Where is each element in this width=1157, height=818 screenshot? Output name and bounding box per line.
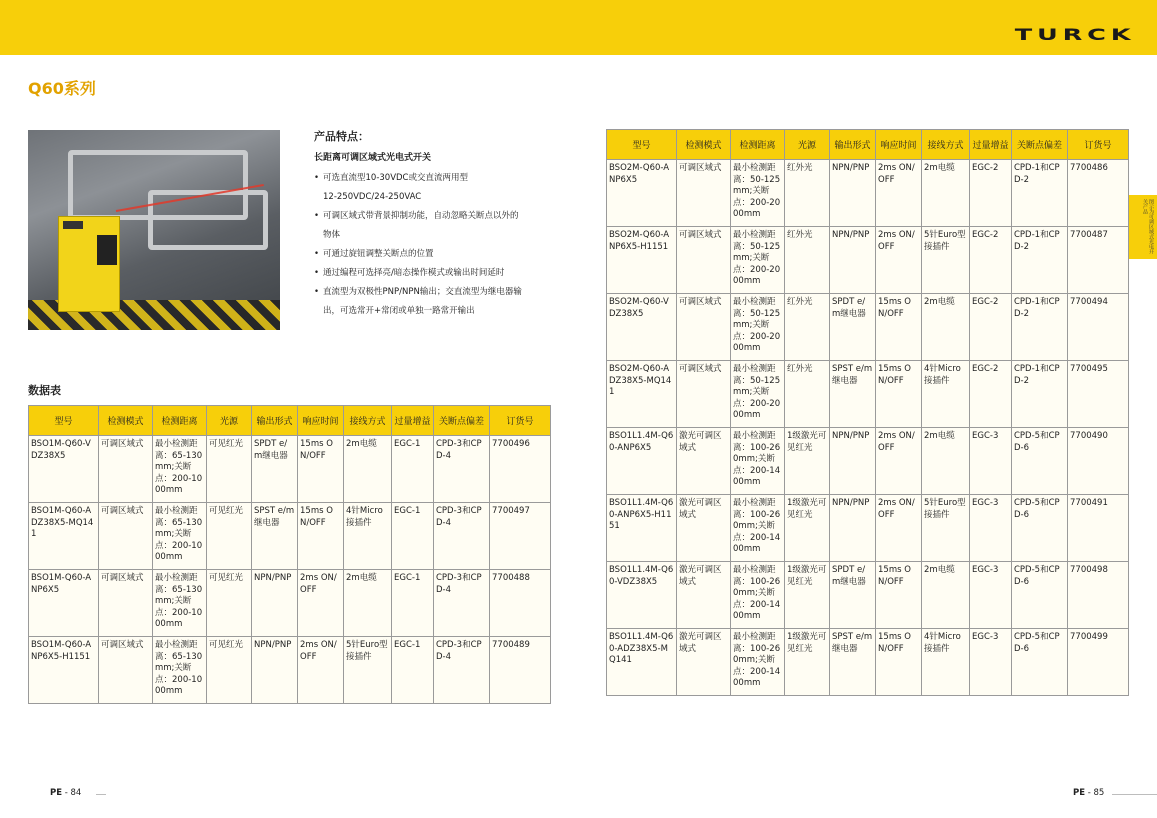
table-cell: 15ms ON/OFF [298, 503, 344, 570]
table-cell: 最小检测距离：100-260mm;关断点：200-1400mm [731, 562, 785, 629]
table-cell: 5针Euro型接插件 [344, 637, 392, 704]
table-cell: 最小检测距离：65-130mm;关断点：200-1000mm [153, 436, 207, 503]
table-cell: EGC-3 [970, 562, 1012, 629]
table-cell: 可调区域式 [99, 570, 153, 637]
footer-prefix: PE [50, 788, 63, 798]
table-cell: CPD-5和CPD-6 [1012, 428, 1068, 495]
table-cell: 激光可调区域式 [677, 428, 731, 495]
table-cell: EGC-1 [392, 503, 434, 570]
table-header-row [607, 130, 1129, 160]
side-tab: 图示为可调区域式光电开关产品 [1129, 195, 1157, 259]
table-cell: 激光可调区域式 [677, 562, 731, 629]
feature-item: 物体 [323, 230, 341, 240]
table-cell: CPD-1和CPD-2 [1012, 160, 1068, 227]
table-cell: 1级激光可见红光 [785, 629, 830, 696]
page-number: - 85 [1087, 788, 1105, 798]
table-cell: BSO1L1.4M-Q60-ANP6X5-H1151 [607, 495, 677, 562]
table-cell: EGC-3 [970, 495, 1012, 562]
table-cell: 2m电缆 [922, 562, 970, 629]
column-header: 过量增益 [392, 406, 434, 436]
features-bullets [314, 169, 564, 321]
table-cell: 可见红光 [207, 570, 252, 637]
column-header: 输出形式 [830, 130, 876, 160]
feature-item: 出，可选常开+常闭或单独一路常开输出 [323, 306, 475, 316]
table-cell: EGC-3 [970, 428, 1012, 495]
table-cell: 最小检测距离：50-125mm;关断点：200-2000mm [731, 160, 785, 227]
table-cell: BSO1L1.4M-Q60-VDZ38X5 [607, 562, 677, 629]
table-cell: 7700491 [1068, 495, 1129, 562]
table-cell: 1级激光可见红光 [785, 495, 830, 562]
table-cell: 2ms ON/OFF [876, 428, 922, 495]
table-cell: EGC-3 [970, 629, 1012, 696]
table-cell: 2ms ON/OFF [876, 160, 922, 227]
table-cell: 最小检测距离：65-130mm;关断点：200-1000mm [153, 570, 207, 637]
table-cell: 7700499 [1068, 629, 1129, 696]
table-cell: 7700488 [490, 570, 551, 637]
table-cell: 可见红光 [207, 503, 252, 570]
column-header: 响应时间 [298, 406, 344, 436]
sensor-label-plate [97, 235, 117, 265]
table-cell: BSO1L1.4M-Q60-ANP6X5 [607, 428, 677, 495]
table-cell: CPD-5和CPD-6 [1012, 562, 1068, 629]
table-cell: 7700495 [1068, 361, 1129, 428]
table-cell: 4针Micro接插件 [922, 361, 970, 428]
table-cell: 15ms ON/OFF [876, 361, 922, 428]
column-header: 接线方式 [344, 406, 392, 436]
table-row [607, 361, 1129, 428]
table-cell: 最小检测距离：50-125mm;关断点：200-2000mm [731, 227, 785, 294]
table-cell: 可调区域式 [99, 637, 153, 704]
table-cell: EGC-2 [970, 361, 1012, 428]
column-header: 关断点偏差 [1012, 130, 1068, 160]
feature-item: • 可选直流型10-30VDC或交直流两用型 [314, 169, 564, 188]
table-row [29, 503, 551, 570]
feature-list [314, 128, 564, 321]
table-cell: 2m电缆 [922, 428, 970, 495]
column-header: 光源 [785, 130, 830, 160]
table-cell: BSO2M-Q60-ADZ38X5-MQ141 [607, 361, 677, 428]
table-cell: 红外光 [785, 227, 830, 294]
table-cell: 2ms ON/OFF [876, 227, 922, 294]
footer-right [1073, 788, 1104, 798]
table-cell: EGC-1 [392, 570, 434, 637]
table-cell: 7700498 [1068, 562, 1129, 629]
footer-rule [96, 794, 106, 795]
table-cell: BSO1M-Q60-VDZ38X5 [29, 436, 99, 503]
table-cell: SPDT e/m继电器 [830, 294, 876, 361]
table-cell: NPN/PNP [830, 227, 876, 294]
table-cell: 可调区域式 [677, 361, 731, 428]
table-cell: CPD-5和CPD-6 [1012, 495, 1068, 562]
page-number: - 84 [64, 788, 82, 798]
table-cell: 最小检测距离：65-130mm;关断点：200-1000mm [153, 637, 207, 704]
table-cell: 7700496 [490, 436, 551, 503]
table-cell: CPD-5和CPD-6 [1012, 629, 1068, 696]
feature-item: • 直流型为双极性PNP/NPN输出；交直流型为继电器输 [314, 283, 564, 302]
table-cell: SPST e/m继电器 [830, 361, 876, 428]
table-row [29, 570, 551, 637]
table-cell: 红外光 [785, 160, 830, 227]
table-cell: 7700487 [1068, 227, 1129, 294]
column-header: 订货号 [1068, 130, 1129, 160]
table-cell: 15ms ON/OFF [298, 436, 344, 503]
table-cell: EGC-2 [970, 160, 1012, 227]
table-cell: 15ms ON/OFF [876, 294, 922, 361]
footer-prefix: PE [1073, 788, 1086, 798]
table-cell: 可见红光 [207, 436, 252, 503]
table-row [607, 629, 1129, 696]
feature-item: • 可调区域式带背景抑制功能，自动忽略关断点以外的 [314, 207, 564, 226]
column-header: 检测距离 [731, 130, 785, 160]
feature-item: • 可通过旋钮调整关断点的位置 [314, 245, 564, 264]
table-cell: 2ms ON/OFF [298, 570, 344, 637]
table-cell: 激光可调区域式 [677, 495, 731, 562]
table-cell: 7700497 [490, 503, 551, 570]
table-row [607, 428, 1129, 495]
table-cell: CPD-3和CPD-4 [434, 570, 490, 637]
table-cell: 1级激光可见红光 [785, 562, 830, 629]
table-cell: 最小检测距离：50-125mm;关断点：200-2000mm [731, 361, 785, 428]
table-cell: BSO2M-Q60-ANP6X5 [607, 160, 677, 227]
top-banner [0, 0, 1157, 55]
table-cell: 4针Micro接插件 [344, 503, 392, 570]
table-cell: 可见红光 [207, 637, 252, 704]
table-cell: BSO2M-Q60-ANP6X5-H1151 [607, 227, 677, 294]
table-row [607, 294, 1129, 361]
table-cell: EGC-1 [392, 436, 434, 503]
table-cell: CPD-3和CPD-4 [434, 637, 490, 704]
table-cell: 可调区域式 [677, 160, 731, 227]
table-cell: 2ms ON/OFF [876, 495, 922, 562]
table-cell: 7700489 [490, 637, 551, 704]
sensor-housing [58, 216, 120, 312]
table-cell: EGC-2 [970, 227, 1012, 294]
table-cell: 最小检测距离：100-260mm;关断点：200-1400mm [731, 629, 785, 696]
table-cell: 2m电缆 [922, 160, 970, 227]
table-cell: BSO1L1.4M-Q60-ADZ38X5-MQ141 [607, 629, 677, 696]
table-cell: 最小检测距离：100-260mm;关断点：200-1400mm [731, 428, 785, 495]
table-cell: SPDT e/m继电器 [252, 436, 298, 503]
table-cell: 7700486 [1068, 160, 1129, 227]
column-header: 响应时间 [876, 130, 922, 160]
table-cell: 2m电缆 [344, 436, 392, 503]
table-cell: NPN/PNP [252, 637, 298, 704]
column-header: 订货号 [490, 406, 551, 436]
feature-item: 12-250VDC/24-250VAC [323, 192, 422, 202]
table-cell: 15ms ON/OFF [876, 629, 922, 696]
table-cell: 红外光 [785, 294, 830, 361]
table-cell: NPN/PNP [830, 495, 876, 562]
table-cell: NPN/PNP [252, 570, 298, 637]
table-cell: BSO1M-Q60-ANP6X5 [29, 570, 99, 637]
page-title: Q60系列 [28, 79, 96, 98]
table-cell: 2ms ON/OFF [298, 637, 344, 704]
column-header: 过量增益 [970, 130, 1012, 160]
column-header: 关断点偏差 [434, 406, 490, 436]
column-header: 光源 [207, 406, 252, 436]
features-heading: 产品特点： [314, 130, 369, 143]
table-cell: 7700490 [1068, 428, 1129, 495]
table-cell: 5针Euro型接插件 [922, 227, 970, 294]
column-header: 型号 [29, 406, 99, 436]
table-cell: 2m电缆 [922, 294, 970, 361]
table-cell: 可调区域式 [677, 294, 731, 361]
table-row [607, 160, 1129, 227]
table-cell: SPST e/m继电器 [252, 503, 298, 570]
product-photo [28, 130, 280, 330]
table-header-row [29, 406, 551, 436]
table-cell: 最小检测距离：50-125mm;关断点：200-2000mm [731, 294, 785, 361]
footer-rule [1112, 794, 1157, 795]
column-header: 接线方式 [922, 130, 970, 160]
table-cell: CPD-1和CPD-2 [1012, 294, 1068, 361]
table-cell: 最小检测距离：100-260mm;关断点：200-1400mm [731, 495, 785, 562]
table-cell: 可调区域式 [99, 503, 153, 570]
table-cell: SPDT e/m继电器 [830, 562, 876, 629]
table-cell: BSO1M-Q60-ADZ38X5-MQ141 [29, 503, 99, 570]
column-header: 检测距离 [153, 406, 207, 436]
feature-item: • 通过编程可选择亮/暗态操作模式或输出时间延时 [314, 264, 564, 283]
turck-logo: TURCK [1014, 25, 1135, 44]
table-cell: 4针Micro接插件 [922, 629, 970, 696]
table-cell: 5针Euro型接插件 [922, 495, 970, 562]
table-row [607, 562, 1129, 629]
column-header: 检测模式 [99, 406, 153, 436]
table-cell: NPN/PNP [830, 428, 876, 495]
footer-left [50, 788, 81, 798]
table-row [29, 436, 551, 503]
table-cell: 7700494 [1068, 294, 1129, 361]
table-cell: CPD-3和CPD-4 [434, 503, 490, 570]
table-cell: 红外光 [785, 361, 830, 428]
table-cell: BSO1M-Q60-ANP6X5-H1151 [29, 637, 99, 704]
column-header: 输出形式 [252, 406, 298, 436]
table-cell: 15ms ON/OFF [876, 562, 922, 629]
table-cell: CPD-3和CPD-4 [434, 436, 490, 503]
table-row [607, 227, 1129, 294]
table-cell: 1级激光可见红光 [785, 428, 830, 495]
table-cell: EGC-1 [392, 637, 434, 704]
table-cell: 2m电缆 [344, 570, 392, 637]
table-cell: 最小检测距离：65-130mm;关断点：200-1000mm [153, 503, 207, 570]
datasheet-title: 数据表 [28, 384, 61, 397]
table-row [607, 495, 1129, 562]
table-cell: BSO2M-Q60-VDZ38X5 [607, 294, 677, 361]
column-header: 型号 [607, 130, 677, 160]
features-subheading: 长距离可调区域式光电式开关 [314, 153, 432, 163]
table-cell: 可调区域式 [677, 227, 731, 294]
column-header: 检测模式 [677, 130, 731, 160]
table-cell: CPD-1和CPD-2 [1012, 361, 1068, 428]
car-frame-shape [148, 190, 268, 250]
spec-table-left [28, 405, 551, 704]
sensor-lens [63, 221, 83, 229]
table-cell: SPST e/m继电器 [830, 629, 876, 696]
table-cell: EGC-2 [970, 294, 1012, 361]
spec-table-right [606, 129, 1129, 696]
table-cell: CPD-1和CPD-2 [1012, 227, 1068, 294]
table-cell: NPN/PNP [830, 160, 876, 227]
table-cell: 可调区域式 [99, 436, 153, 503]
table-cell: 激光可调区域式 [677, 629, 731, 696]
table-row [29, 637, 551, 704]
